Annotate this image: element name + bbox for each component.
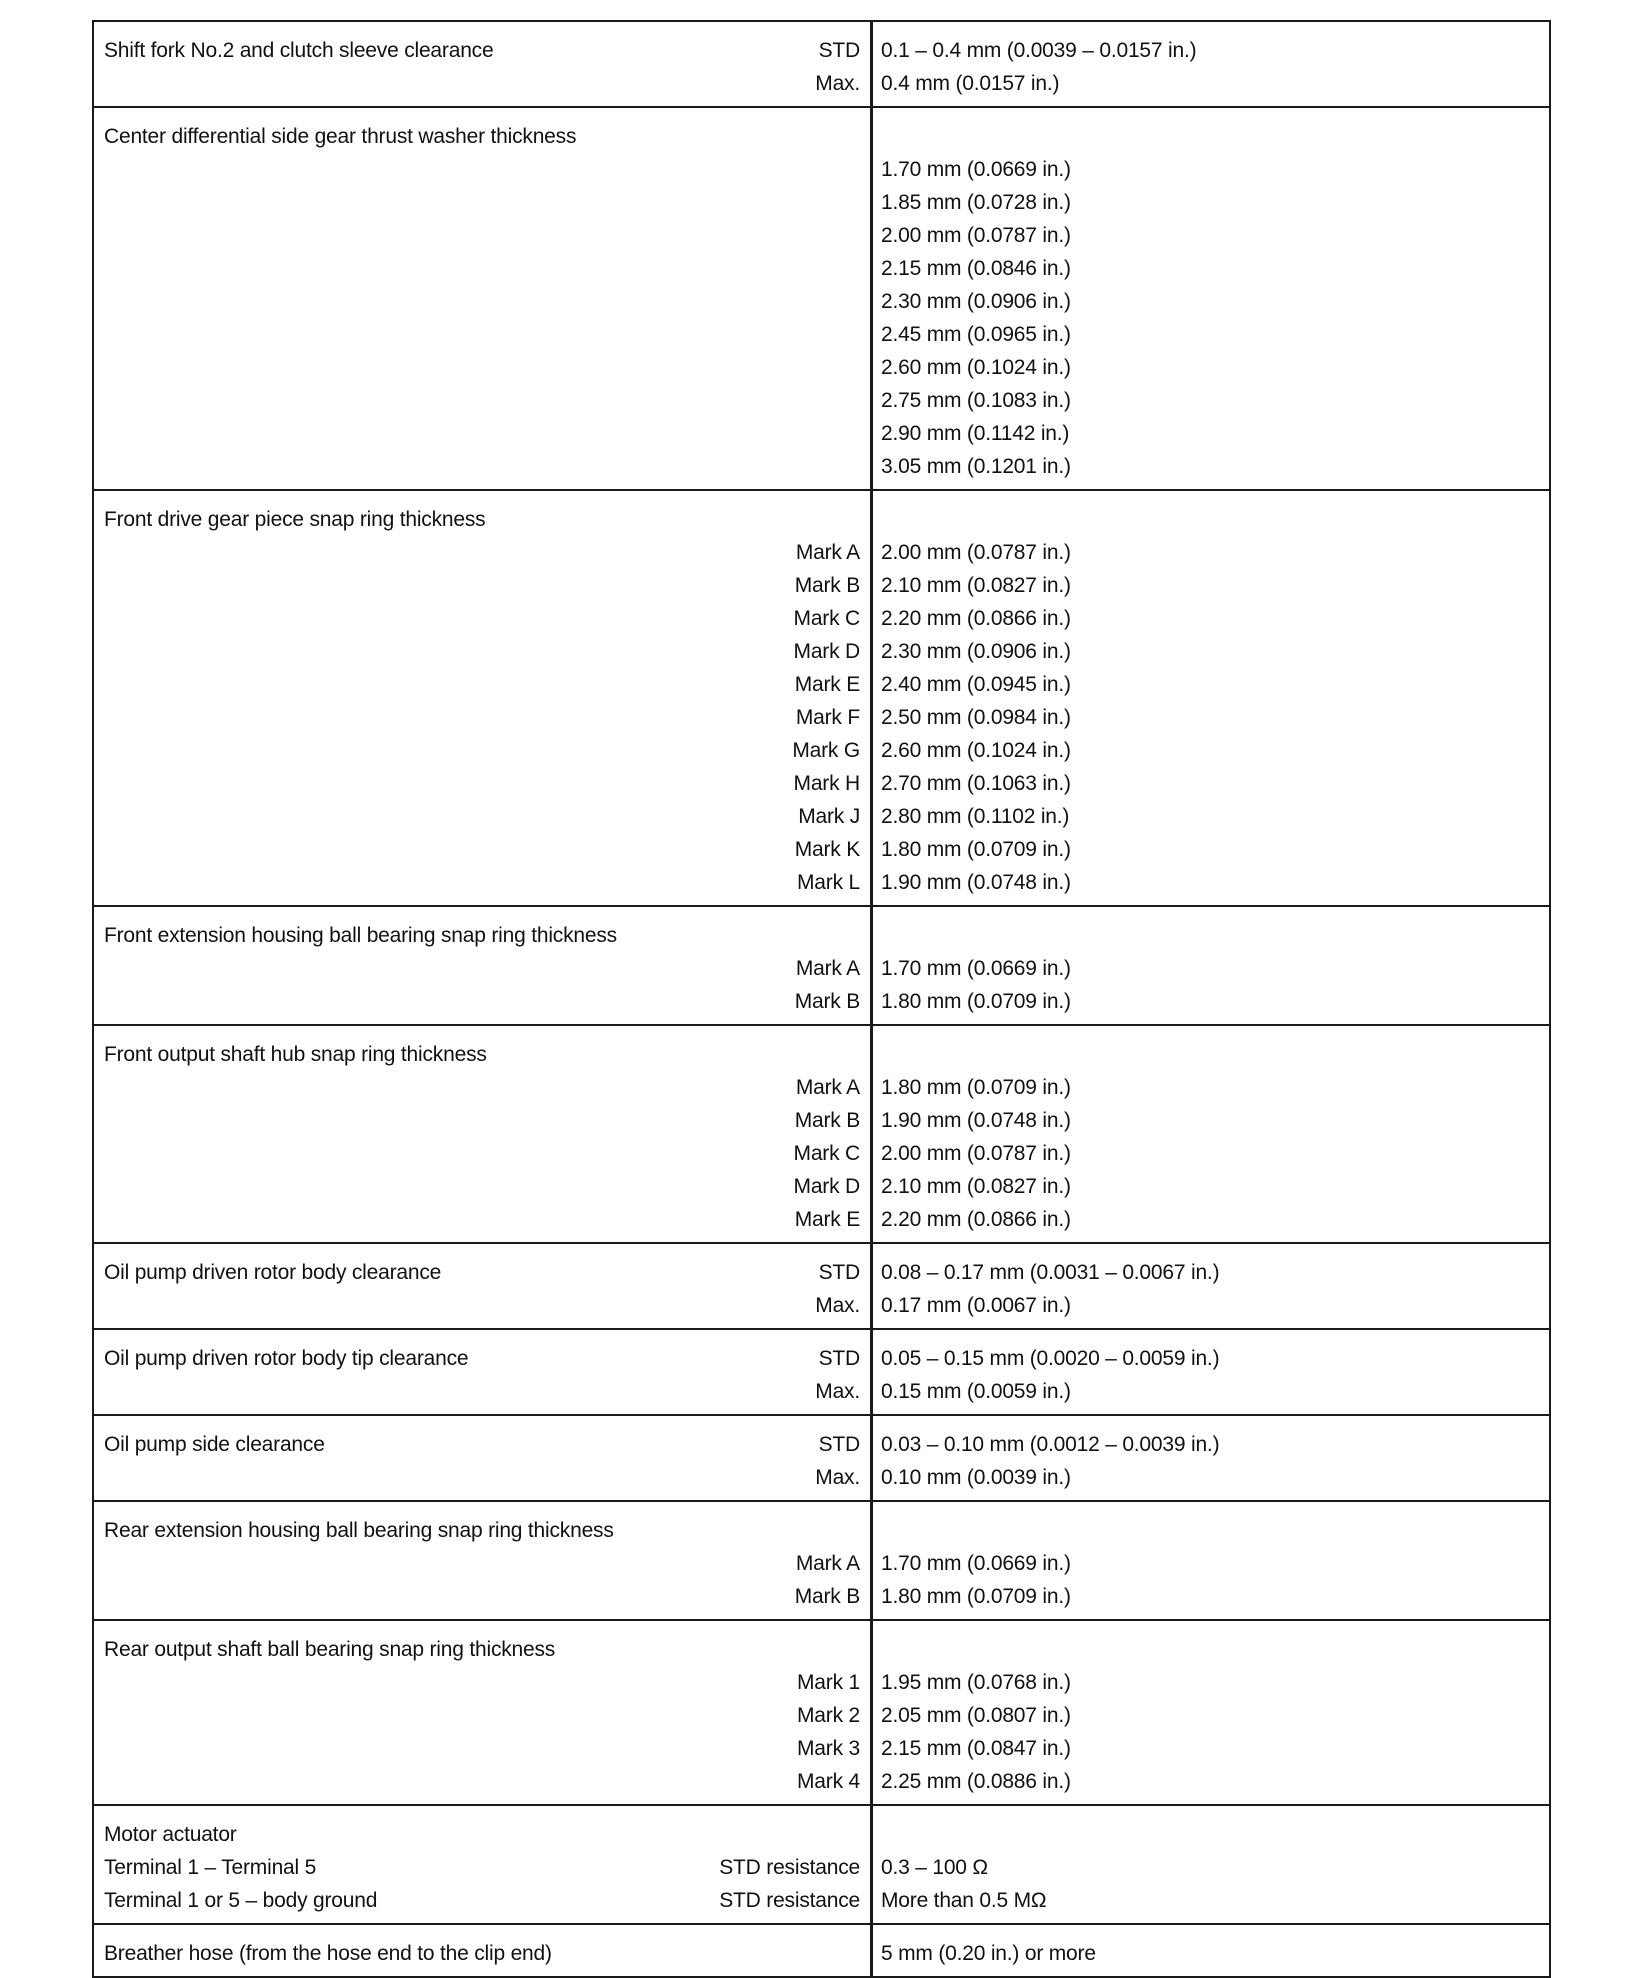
spec-value-line: 2.20 mm (0.0866 in.): [881, 607, 1071, 630]
spec-label-line: [94, 985, 870, 1018]
spec-item-qualifier: Mark 3: [797, 1737, 860, 1760]
spec-item-qualifier: Mark H: [793, 772, 860, 795]
spec-label-cell: [93, 1025, 872, 1243]
spec-label-line: [94, 1818, 870, 1851]
spec-value-line: 0.3 – 100 Ω: [881, 1856, 988, 1879]
spec-label-line: [94, 252, 870, 285]
spec-label-line: [94, 1633, 870, 1666]
spec-row: [93, 1415, 1550, 1501]
spec-label-line: [94, 866, 870, 899]
specification-table-body: [93, 21, 1550, 1977]
spec-label-line: [94, 1937, 870, 1970]
spec-item-description: Rear extension housing ball bearing snap ring thickness: [104, 1519, 614, 1542]
spec-item-qualifier: Max.: [815, 1466, 860, 1489]
spec-label-cell: [93, 1924, 872, 1977]
spec-label-line: [94, 285, 870, 318]
spec-label-line: [94, 1765, 870, 1798]
spec-value-line: 0.03 – 0.10 mm (0.0012 – 0.0039 in.): [881, 1433, 1220, 1456]
spec-value-cell: [872, 906, 1551, 1025]
spec-label-line: [94, 668, 870, 701]
spec-item-description: Terminal 1 – Terminal 5: [104, 1856, 317, 1879]
spec-label-line: [94, 1884, 870, 1917]
spec-value-cell: [872, 1620, 1551, 1805]
spec-value-cell: [872, 1025, 1551, 1243]
spec-value-line: 0.1 – 0.4 mm (0.0039 – 0.0157 in.): [881, 39, 1197, 62]
spec-label-line: [94, 767, 870, 800]
spec-value-line: 1.70 mm (0.0669 in.): [881, 1552, 1071, 1575]
spec-value-line: 1.80 mm (0.0709 in.): [881, 838, 1071, 861]
spec-value-line: [873, 1818, 1549, 1851]
spec-value-line: 2.30 mm (0.0906 in.): [881, 290, 1071, 313]
spec-value-cell: [872, 107, 1551, 490]
spec-value-line: 5 mm (0.20 in.) or more: [881, 1942, 1096, 1965]
spec-label-line: [94, 800, 870, 833]
spec-value-line: [873, 120, 1549, 153]
spec-value-line: 2.25 mm (0.0886 in.): [881, 1770, 1071, 1793]
spec-label-line: [94, 351, 870, 384]
spec-label-line: [94, 503, 870, 536]
spec-label-line: [94, 1137, 870, 1170]
spec-value-line: 2.15 mm (0.0847 in.): [881, 1737, 1071, 1760]
spec-value-line: 2.00 mm (0.0787 in.): [881, 541, 1071, 564]
spec-value-line: [873, 1038, 1549, 1071]
spec-label-line: [94, 1289, 870, 1322]
spec-label-line: [94, 384, 870, 417]
spec-item-qualifier: Mark B: [794, 574, 860, 597]
spec-label-line: [94, 569, 870, 602]
spec-label-cell: [93, 906, 872, 1025]
spec-label-line: [94, 67, 870, 100]
spec-label-line: [94, 1699, 870, 1732]
spec-row: [93, 1025, 1550, 1243]
spec-value-line: [873, 919, 1549, 952]
spec-item-qualifier: Mark B: [794, 990, 860, 1013]
spec-label-cell: [93, 1415, 872, 1501]
spec-value-line: 0.15 mm (0.0059 in.): [881, 1380, 1071, 1403]
spec-label-line: [94, 1256, 870, 1289]
spec-label-line: [94, 833, 870, 866]
spec-row: [93, 1924, 1550, 1977]
spec-row: [93, 21, 1550, 107]
spec-label-cell: [93, 490, 872, 906]
spec-label-line: [94, 186, 870, 219]
spec-label-cell: [93, 21, 872, 107]
spec-row: [93, 1329, 1550, 1415]
spec-value-line: 2.00 mm (0.0787 in.): [881, 1142, 1071, 1165]
spec-label-line: [94, 1038, 870, 1071]
spec-item-qualifier: Mark C: [793, 1142, 860, 1165]
spec-label-cell: [93, 1620, 872, 1805]
spec-label-line: [94, 734, 870, 767]
spec-item-qualifier: Mark 1: [797, 1671, 860, 1694]
spec-value-cell: [872, 21, 1551, 107]
spec-label-cell: [93, 1805, 872, 1924]
spec-label-line: [94, 602, 870, 635]
spec-item-description: Oil pump driven rotor body tip clearance: [104, 1347, 469, 1370]
spec-value-line: 2.50 mm (0.0984 in.): [881, 706, 1071, 729]
spec-value-line: 1.70 mm (0.0669 in.): [881, 158, 1071, 181]
spec-label-line: [94, 219, 870, 252]
spec-label-line: [94, 318, 870, 351]
spec-item-qualifier: STD: [818, 1261, 860, 1284]
spec-item-qualifier: Mark A: [795, 957, 860, 980]
spec-label-line: [94, 1461, 870, 1494]
spec-label-line: [94, 1580, 870, 1613]
spec-label-line: [94, 701, 870, 734]
spec-item-qualifier: Mark C: [793, 607, 860, 630]
spec-value-cell: [872, 490, 1551, 906]
spec-label-line: [94, 450, 870, 483]
spec-item-qualifier: Mark K: [794, 838, 860, 861]
spec-item-qualifier: Mark D: [793, 1175, 860, 1198]
spec-row: [93, 1501, 1550, 1620]
spec-item-description: Front extension housing ball bearing snap ring thickness: [104, 924, 617, 947]
spec-label-line: [94, 1104, 870, 1137]
spec-label-line: [94, 120, 870, 153]
spec-value-line: 2.75 mm (0.1083 in.): [881, 389, 1071, 412]
spec-item-qualifier: Mark D: [793, 640, 860, 663]
spec-value-line: 0.4 mm (0.0157 in.): [881, 72, 1060, 95]
spec-value-line: [873, 503, 1549, 536]
spec-label-line: [94, 1732, 870, 1765]
spec-value-line: 2.80 mm (0.1102 in.): [881, 805, 1070, 828]
spec-item-qualifier: Mark 2: [797, 1704, 860, 1727]
spec-item-qualifier: Mark E: [794, 1208, 860, 1231]
spec-item-qualifier: STD resistance: [719, 1889, 860, 1912]
spec-value-line: 2.10 mm (0.0827 in.): [881, 1175, 1071, 1198]
spec-item-qualifier: Mark L: [797, 871, 860, 894]
spec-label-line: [94, 952, 870, 985]
spec-item-description: Shift fork No.2 and clutch sleeve clearance: [104, 39, 494, 62]
spec-value-line: 2.20 mm (0.0866 in.): [881, 1208, 1071, 1231]
spec-value-line: 2.00 mm (0.0787 in.): [881, 224, 1071, 247]
spec-value-line: 3.05 mm (0.1201 in.): [881, 455, 1071, 478]
spec-label-line: [94, 1071, 870, 1104]
spec-label-line: [94, 1428, 870, 1461]
spec-value-line: 1.90 mm (0.0748 in.): [881, 1109, 1071, 1132]
spec-label-line: [94, 417, 870, 450]
spec-item-qualifier: Mark J: [798, 805, 860, 828]
spec-item-qualifier: Max.: [815, 72, 860, 95]
spec-item-qualifier: Mark E: [794, 673, 860, 696]
spec-label-line: [94, 1547, 870, 1580]
spec-value-line: 0.08 – 0.17 mm (0.0031 – 0.0067 in.): [881, 1261, 1220, 1284]
spec-item-qualifier: Mark 4: [797, 1770, 860, 1793]
spec-label-line: [94, 1170, 870, 1203]
spec-value-line: 2.45 mm (0.0965 in.): [881, 323, 1071, 346]
spec-label-cell: [93, 1243, 872, 1329]
spec-value-line: 0.10 mm (0.0039 in.): [881, 1466, 1071, 1489]
spec-value-line: 1.70 mm (0.0669 in.): [881, 957, 1071, 980]
spec-item-qualifier: Max.: [815, 1294, 860, 1317]
spec-item-description: Oil pump side clearance: [104, 1433, 325, 1456]
spec-value-line: 2.40 mm (0.0945 in.): [881, 673, 1071, 696]
spec-value-line: 2.05 mm (0.0807 in.): [881, 1704, 1071, 1727]
specification-table: [92, 20, 1551, 1978]
spec-label-line: [94, 919, 870, 952]
spec-item-qualifier: Max.: [815, 1380, 860, 1403]
spec-item-description: Front output shaft hub snap ring thickness: [104, 1043, 487, 1066]
spec-value-line: 1.80 mm (0.0709 in.): [881, 1585, 1071, 1608]
spec-row: [93, 107, 1550, 490]
spec-item-qualifier: STD: [818, 39, 860, 62]
spec-value-line: 0.05 – 0.15 mm (0.0020 – 0.0059 in.): [881, 1347, 1220, 1370]
spec-value-line: [873, 1514, 1549, 1547]
spec-label-line: [94, 1375, 870, 1408]
spec-item-description: Breather hose (from the hose end to the clip end): [104, 1942, 552, 1965]
spec-item-qualifier: Mark B: [794, 1109, 860, 1132]
spec-label-cell: [93, 1329, 872, 1415]
spec-item-description: Oil pump driven rotor body clearance: [104, 1261, 442, 1284]
spec-value-line: 2.30 mm (0.0906 in.): [881, 640, 1071, 663]
spec-row: [93, 490, 1550, 906]
spec-row: [93, 1805, 1550, 1924]
spec-item-description: Rear output shaft ball bearing snap ring thickness: [104, 1638, 556, 1661]
spec-item-description: Front drive gear piece snap ring thickness: [104, 508, 486, 531]
spec-label-line: [94, 1666, 870, 1699]
spec-item-qualifier: Mark A: [795, 1076, 860, 1099]
spec-label-line: [94, 536, 870, 569]
spec-item-qualifier: Mark G: [792, 739, 860, 762]
spec-value-line: 2.90 mm (0.1142 in.): [881, 422, 1070, 445]
spec-row: [93, 906, 1550, 1025]
spec-label-line: [94, 1342, 870, 1375]
spec-item-description: Motor actuator: [104, 1823, 237, 1846]
spec-label-line: [94, 1514, 870, 1547]
spec-item-qualifier: STD resistance: [719, 1856, 860, 1879]
spec-value-line: 1.80 mm (0.0709 in.): [881, 1076, 1071, 1099]
spec-value-cell: [872, 1924, 1551, 1977]
spec-value-cell: [872, 1415, 1551, 1501]
spec-value-line: 2.60 mm (0.1024 in.): [881, 356, 1071, 379]
spec-label-line: [94, 153, 870, 186]
spec-item-description: Terminal 1 or 5 – body ground: [104, 1889, 378, 1912]
spec-value-cell: [872, 1805, 1551, 1924]
spec-item-qualifier: Mark F: [795, 706, 860, 729]
spec-row: [93, 1620, 1550, 1805]
spec-item-qualifier: Mark A: [795, 1552, 860, 1575]
spec-value-line: More than 0.5 MΩ: [881, 1889, 1047, 1912]
spec-value-cell: [872, 1329, 1551, 1415]
spec-item-description: Center differential side gear thrust washer thickness: [104, 125, 577, 148]
spec-value-line: 1.85 mm (0.0728 in.): [881, 191, 1071, 214]
spec-label-cell: [93, 1501, 872, 1620]
spec-item-qualifier: STD: [818, 1433, 860, 1456]
spec-item-qualifier: Mark A: [795, 541, 860, 564]
spec-value-line: 2.60 mm (0.1024 in.): [881, 739, 1071, 762]
spec-label-line: [94, 1851, 870, 1884]
spec-value-line: 1.90 mm (0.0748 in.): [881, 871, 1071, 894]
spec-value-cell: [872, 1243, 1551, 1329]
spec-value-line: 2.15 mm (0.0846 in.): [881, 257, 1071, 280]
spec-value-line: 1.95 mm (0.0768 in.): [881, 1671, 1071, 1694]
spec-item-qualifier: STD: [818, 1347, 860, 1370]
spec-row: [93, 1243, 1550, 1329]
spec-label-line: [94, 1203, 870, 1236]
spec-label-line: [94, 34, 870, 67]
spec-value-line: 2.70 mm (0.1063 in.): [881, 772, 1071, 795]
spec-value-cell: [872, 1501, 1551, 1620]
spec-value-line: 1.80 mm (0.0709 in.): [881, 990, 1071, 1013]
spec-label-line: [94, 635, 870, 668]
spec-value-line: [873, 1633, 1549, 1666]
spec-label-cell: [93, 107, 872, 490]
spec-value-line: 2.10 mm (0.0827 in.): [881, 574, 1071, 597]
spec-value-line: 0.17 mm (0.0067 in.): [881, 1294, 1071, 1317]
spec-item-qualifier: Mark B: [794, 1585, 860, 1608]
